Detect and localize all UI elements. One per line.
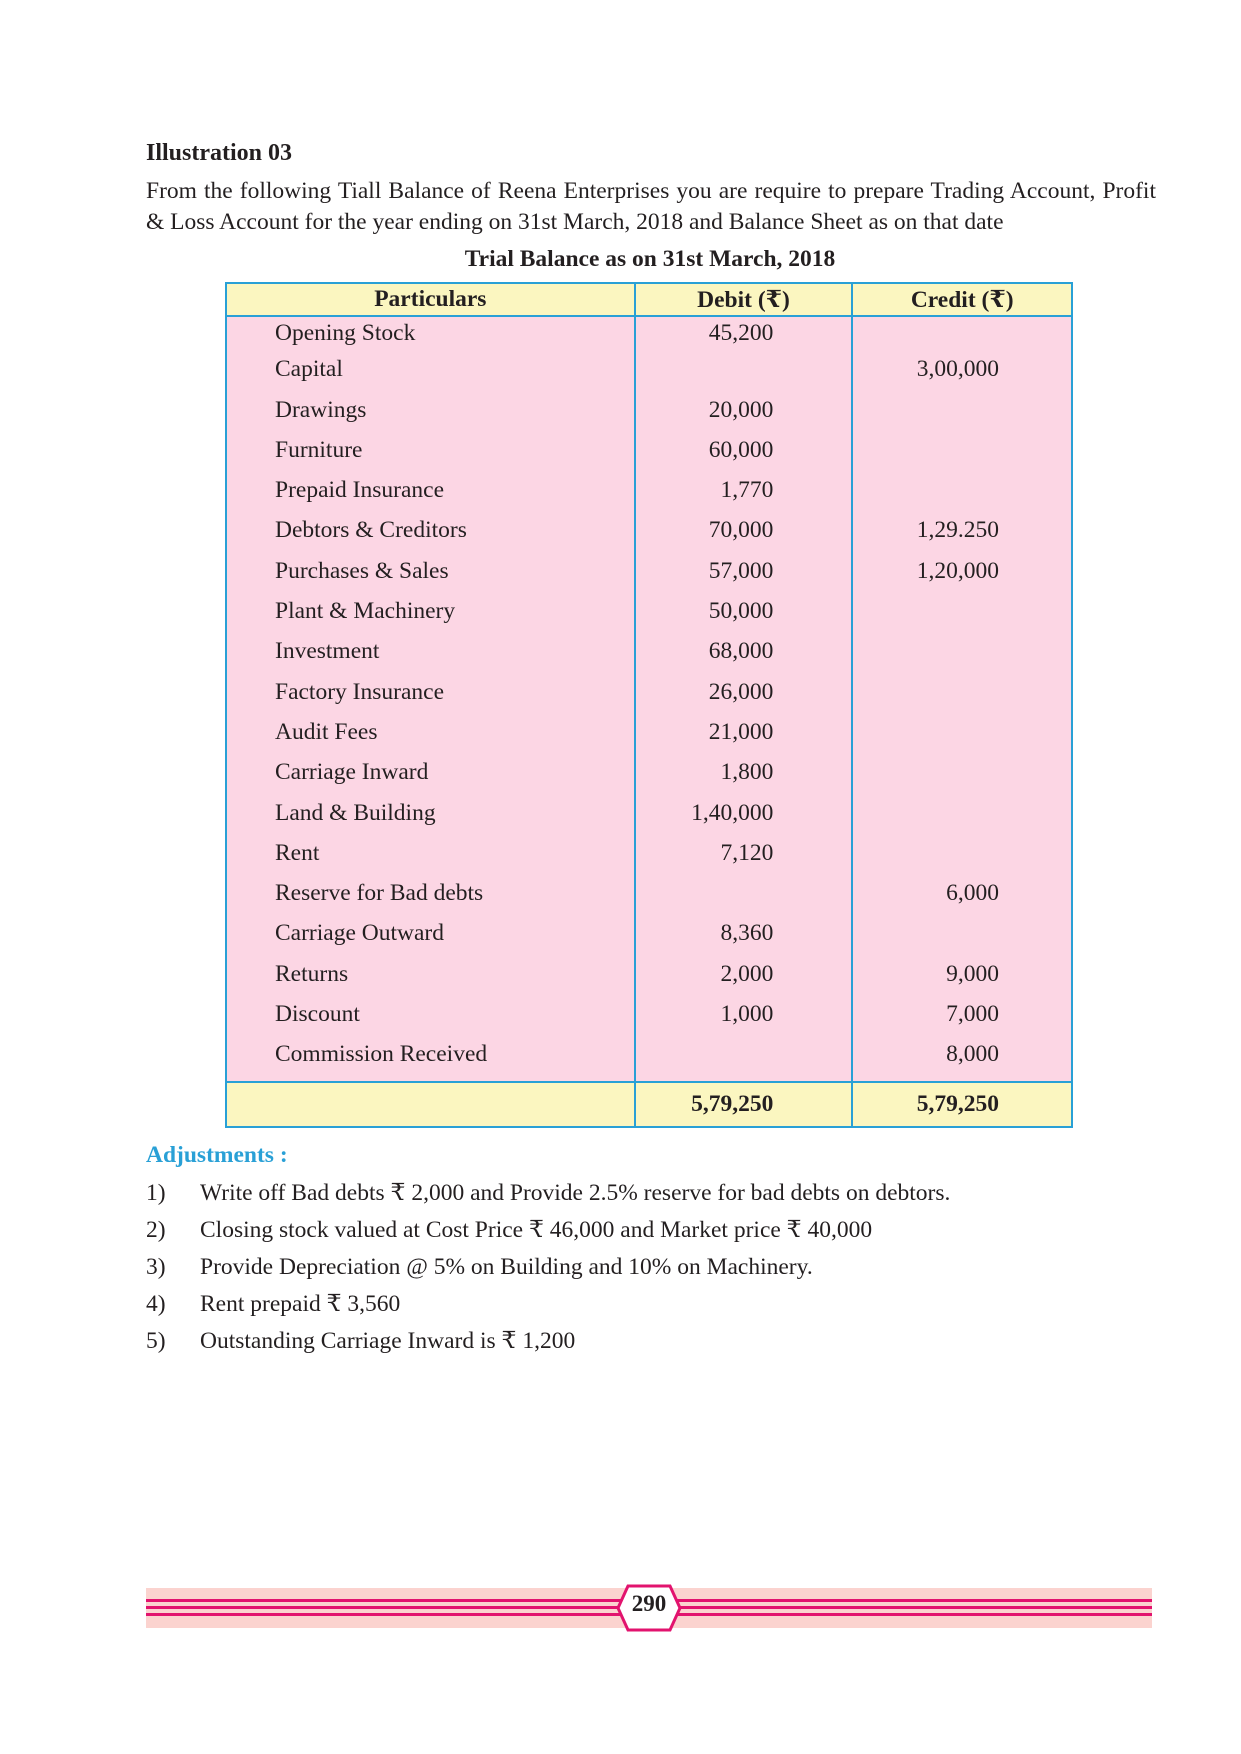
trial-balance-table <box>225 282 1073 1128</box>
cell-particulars: Drawings <box>226 397 635 437</box>
cell-debit: 1,770 <box>635 477 853 517</box>
cell-debit: 50,000 <box>635 598 853 638</box>
cell-particulars: Purchases & Sales <box>226 558 635 598</box>
cell-credit <box>852 598 1072 638</box>
cell-debit: 7,120 <box>635 840 853 880</box>
table-row <box>226 961 1072 1001</box>
cell-credit: 7,000 <box>852 1001 1072 1041</box>
cell-particulars: Factory Insurance <box>226 679 635 719</box>
table-row <box>226 437 1072 477</box>
cell-credit <box>852 397 1072 437</box>
cell-debit: 20,000 <box>635 397 853 437</box>
adjustment-item <box>146 1175 950 1212</box>
cell-credit: 9,000 <box>852 961 1072 1001</box>
cell-debit: 70,000 <box>635 517 853 557</box>
table-row <box>226 517 1072 557</box>
cell-particulars: Audit Fees <box>226 719 635 759</box>
adjustment-text: Write off Bad debts ₹ 2,000 and Provide 2.5% reserve for bad debts on debtors. <box>200 1180 951 1206</box>
cell-credit <box>852 638 1072 678</box>
cell-credit <box>852 437 1072 477</box>
cell-particulars: Furniture <box>226 437 635 477</box>
cell-credit: 8,000 <box>852 1041 1072 1081</box>
adjustment-number: 3) <box>146 1254 166 1280</box>
adjustment-item <box>146 1286 950 1323</box>
cell-particulars: Debtors & Creditors <box>226 517 635 557</box>
header-credit: Credit (₹) <box>852 283 1072 316</box>
page-number: 290 <box>631 1591 667 1616</box>
cell-particulars: Carriage Inward <box>226 759 635 799</box>
table-row <box>226 638 1072 678</box>
header-debit: Debit (₹) <box>635 283 853 316</box>
adjustment-item <box>146 1212 950 1249</box>
adjustments-title: Adjustments : <box>146 1142 288 1168</box>
adjustment-item <box>146 1323 950 1360</box>
cell-particulars: Discount <box>226 1001 635 1041</box>
cell-credit: 1,20,000 <box>852 558 1072 598</box>
cell-debit <box>635 356 853 396</box>
table-row <box>226 1041 1072 1081</box>
total-credit: 5,79,250 <box>852 1082 1072 1127</box>
cell-debit: 68,000 <box>635 638 853 678</box>
cell-debit: 2,000 <box>635 961 853 1001</box>
cell-credit <box>852 920 1072 960</box>
table-row <box>226 598 1072 638</box>
table-body <box>226 316 1072 1082</box>
table-row <box>226 759 1072 799</box>
cell-credit: 3,00,000 <box>852 356 1072 396</box>
adjustment-item <box>146 1249 950 1286</box>
total-debit: 5,79,250 <box>635 1082 853 1127</box>
cell-credit <box>852 316 1072 356</box>
adjustment-text: Outstanding Carriage Inward is ₹ 1,200 <box>200 1328 576 1354</box>
cell-credit <box>852 477 1072 517</box>
cell-debit: 57,000 <box>635 558 853 598</box>
adjustment-number: 1) <box>146 1180 166 1206</box>
table-header-row <box>226 283 1072 316</box>
trial-balance-heading <box>0 246 1241 273</box>
cell-particulars: Prepaid Insurance <box>226 477 635 517</box>
cell-debit <box>635 1041 853 1081</box>
adjustment-text: Closing stock valued at Cost Price ₹ 46,000 and Market price ₹ 40,000 <box>200 1217 873 1243</box>
cell-debit: 45,200 <box>635 316 853 356</box>
table-row <box>226 800 1072 840</box>
table-row <box>226 1001 1072 1041</box>
cell-debit: 26,000 <box>635 679 853 719</box>
cell-credit: 1,29.250 <box>852 517 1072 557</box>
table-row <box>226 477 1072 517</box>
cell-particulars: Rent <box>226 840 635 880</box>
cell-debit: 60,000 <box>635 437 853 477</box>
table-row <box>226 840 1072 880</box>
cell-credit <box>852 759 1072 799</box>
cell-credit <box>852 840 1072 880</box>
table-row <box>226 558 1072 598</box>
cell-particulars: Opening Stock <box>226 316 635 356</box>
cell-credit: 6,000 <box>852 880 1072 920</box>
table-row <box>226 316 1072 356</box>
adjustment-number: 4) <box>146 1291 166 1317</box>
cell-debit <box>635 880 853 920</box>
cell-particulars: Reserve for Bad debts <box>226 880 635 920</box>
table-row <box>226 356 1072 396</box>
cell-particulars: Plant & Machinery <box>226 598 635 638</box>
cell-particulars: Commission Received <box>226 1041 635 1081</box>
table-row <box>226 679 1072 719</box>
cell-particulars: Capital <box>226 356 635 396</box>
trial-balance-heading-text: Trial Balance as on 31st March, 2018 <box>464 246 836 272</box>
cell-debit: 21,000 <box>635 719 853 759</box>
totals-row <box>226 1082 1072 1127</box>
cell-credit <box>852 800 1072 840</box>
table-row <box>226 920 1072 960</box>
table-row <box>226 397 1072 437</box>
cell-debit: 1,800 <box>635 759 853 799</box>
cell-particulars: Investment <box>226 638 635 678</box>
intro-paragraph: From the following Tiall Balance of Reena Enterprises you are require to prepare Trading Account, Profit & Loss Account for the year ending on 31st March, 2018 and Balance Sheet as on that date <box>146 178 1156 235</box>
cell-credit <box>852 679 1072 719</box>
adjustment-number: 2) <box>146 1217 166 1243</box>
adjustment-number: 5) <box>146 1328 166 1354</box>
header-particulars: Particulars <box>226 283 635 316</box>
cell-debit: 1,000 <box>635 1001 853 1041</box>
cell-particulars: Carriage Outward <box>226 920 635 960</box>
total-particulars <box>226 1082 635 1127</box>
cell-debit: 8,360 <box>635 920 853 960</box>
cell-credit <box>852 719 1072 759</box>
illustration-title: Illustration 03 <box>146 140 293 166</box>
adjustment-text: Rent prepaid ₹ 3,560 <box>200 1291 401 1317</box>
adjustment-text: Provide Depreciation @ 5% on Building and 10% on Machinery. <box>200 1254 813 1280</box>
table-row <box>226 880 1072 920</box>
page-footer <box>146 1588 1152 1628</box>
cell-particulars: Returns <box>226 961 635 1001</box>
table-row <box>226 719 1072 759</box>
cell-debit: 1,40,000 <box>635 800 853 840</box>
adjustments-list <box>146 1175 950 1360</box>
cell-particulars: Land & Building <box>226 800 635 840</box>
